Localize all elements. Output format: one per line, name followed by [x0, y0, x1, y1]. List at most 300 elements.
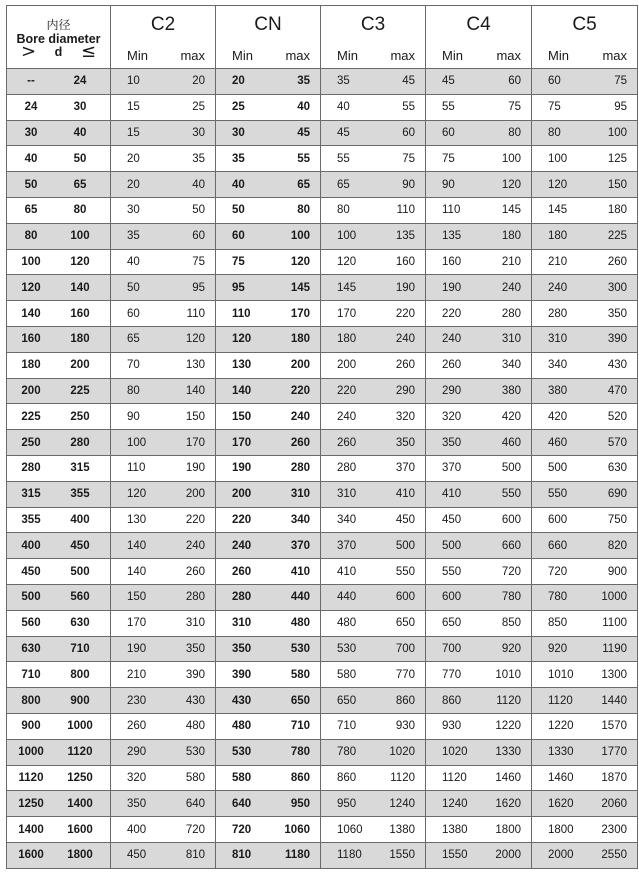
max-value: 40	[192, 178, 205, 191]
clearance-cell-c5	[532, 378, 638, 404]
min-value: 260	[337, 436, 357, 449]
min-value: 65	[337, 178, 350, 191]
clearance-cell-c4	[426, 223, 532, 249]
clearance-cell-c4	[426, 378, 532, 404]
clearance-cell-c4	[426, 94, 532, 120]
max-value: 770	[395, 668, 415, 681]
min-value: 145	[548, 204, 568, 217]
table-row	[7, 636, 638, 662]
max-value: 170	[290, 307, 310, 320]
bore-gt-value: 1000	[18, 746, 44, 759]
min-value: 240	[337, 410, 357, 423]
max-value: 1120	[496, 694, 521, 707]
max-value: 860	[395, 694, 415, 707]
min-value: 20	[127, 152, 140, 165]
bore-gt-value: 1400	[18, 823, 44, 836]
max-value: 75	[614, 75, 627, 88]
max-value: 90	[402, 178, 415, 191]
min-value: 350	[127, 797, 147, 810]
min-value: 65	[127, 333, 140, 346]
min-value: 15	[127, 126, 140, 139]
clearance-cell-c4	[426, 120, 532, 146]
bore-range-cell	[7, 146, 111, 172]
min-value: 40	[127, 255, 140, 268]
clearance-cell-cn	[216, 688, 321, 714]
max-value: 720	[185, 823, 205, 836]
max-value: 470	[607, 384, 627, 397]
bore-range-cell	[7, 172, 111, 198]
clearance-cell-cn	[216, 197, 321, 223]
bore-range-cell	[7, 197, 111, 223]
max-value: 120	[185, 333, 205, 346]
table-row	[7, 559, 638, 585]
min-value: 220	[337, 384, 357, 397]
bore-range-cell	[7, 69, 111, 95]
min-value: 220	[442, 307, 462, 320]
max-value: 180	[607, 204, 627, 217]
group-label: C2	[150, 14, 176, 35]
bore-gt-value: --	[27, 75, 35, 88]
bore-range-cell	[7, 223, 111, 249]
clearance-cell-c4	[426, 481, 532, 507]
clearance-cell-c5	[532, 455, 638, 481]
min-value: 30	[127, 204, 140, 217]
max-value: 55	[297, 152, 310, 165]
max-value: 110	[186, 307, 205, 320]
table-row	[7, 507, 638, 533]
table-row	[7, 791, 638, 817]
bore-en-label: Bore diameter	[16, 31, 101, 46]
bore-gt-value: 1120	[18, 771, 44, 784]
max-value: 390	[185, 668, 205, 681]
min-value: 950	[337, 797, 357, 810]
min-value: 650	[337, 694, 357, 707]
max-value: 530	[185, 746, 205, 759]
bore-gt-value: 80	[24, 230, 38, 243]
min-value: 920	[548, 642, 568, 655]
clearance-cell-c2	[111, 636, 216, 662]
min-value: 580	[337, 668, 357, 681]
bore-le-value: 710	[70, 642, 90, 655]
clearance-cell-c3	[321, 559, 426, 585]
max-value: 100	[290, 230, 310, 243]
clearance-cell-c2	[111, 533, 216, 559]
min-value: 150	[127, 591, 147, 604]
clearance-cell-c3	[321, 791, 426, 817]
clearance-cell-c3	[321, 249, 426, 275]
clearance-cell-cn	[216, 533, 321, 559]
clearance-cell-c5	[532, 688, 638, 714]
clearance-cell-c4	[426, 455, 532, 481]
clearance-cell-c5	[532, 481, 638, 507]
max-value: 290	[395, 384, 415, 397]
bore-le-value: 355	[70, 488, 90, 501]
max-value: 240	[185, 539, 205, 552]
clearance-cell-c4	[426, 765, 532, 791]
max-value: 120	[501, 178, 521, 191]
min-label: Min	[442, 48, 463, 63]
min-value: 60	[127, 307, 140, 320]
min-value: 80	[548, 126, 561, 139]
max-value: 570	[607, 436, 627, 449]
max-value: 430	[607, 359, 627, 372]
table-row	[7, 94, 638, 120]
clearance-cell-c5	[532, 507, 638, 533]
bore-le-value: 500	[70, 565, 90, 578]
bore-le-value: 1400	[67, 797, 93, 810]
min-value: 120	[232, 333, 252, 346]
table-header-row	[7, 6, 638, 69]
clearance-cell-cn	[216, 584, 321, 610]
max-value: 125	[607, 152, 627, 165]
min-value: 350	[232, 642, 252, 655]
clearance-cell-c4	[426, 326, 532, 352]
min-value: 770	[442, 668, 462, 681]
group-header-c3	[321, 6, 426, 69]
max-value: 280	[501, 307, 521, 320]
clearance-cell-c5	[532, 146, 638, 172]
bore-range-cell	[7, 94, 111, 120]
clearance-cell-c2	[111, 610, 216, 636]
table-row	[7, 533, 638, 559]
clearance-cell-c2	[111, 301, 216, 327]
max-value: 200	[185, 488, 205, 501]
clearance-cell-c4	[426, 610, 532, 636]
min-value: 210	[548, 255, 568, 268]
clearance-cell-cn	[216, 275, 321, 301]
clearance-cell-c5	[532, 326, 638, 352]
min-value: 130	[232, 359, 252, 372]
clearance-cell-c3	[321, 455, 426, 481]
max-value: 410	[395, 488, 415, 501]
min-value: 40	[232, 178, 245, 191]
max-value: 60	[402, 126, 415, 139]
clearance-cell-c2	[111, 481, 216, 507]
max-value: 780	[501, 591, 521, 604]
clearance-cell-c4	[426, 713, 532, 739]
min-value: 580	[232, 771, 252, 784]
min-value: 280	[548, 307, 568, 320]
max-value: 300	[607, 281, 627, 294]
clearance-cell-cn	[216, 791, 321, 817]
min-value: 50	[232, 204, 245, 217]
min-value: 1620	[548, 797, 574, 810]
bore-gt-value: 250	[21, 436, 41, 449]
min-label: Min	[127, 48, 148, 63]
min-value: 700	[442, 642, 462, 655]
max-value: 220	[185, 513, 205, 526]
clearance-cell-cn	[216, 455, 321, 481]
bore-range-cell	[7, 378, 111, 404]
clearance-cell-c5	[532, 662, 638, 688]
clearance-cell-cn	[216, 817, 321, 843]
clearance-cell-c2	[111, 765, 216, 791]
max-value: 310	[185, 617, 205, 630]
group-header-cn	[216, 6, 321, 69]
bore-range-cell	[7, 713, 111, 739]
min-value: 600	[442, 591, 462, 604]
min-value: 860	[337, 771, 357, 784]
bore-le-value: 450	[70, 539, 90, 552]
table-row	[7, 404, 638, 430]
min-value: 230	[127, 694, 147, 707]
bore-le-value: 1000	[67, 720, 93, 733]
clearance-cell-c5	[532, 404, 638, 430]
table-row	[7, 713, 638, 739]
clearance-cell-c5	[532, 120, 638, 146]
clearance-cell-cn	[216, 713, 321, 739]
min-value: 1020	[442, 746, 468, 759]
min-value: 1120	[442, 771, 467, 784]
bore-le-value: 800	[70, 668, 90, 681]
min-value: 120	[337, 255, 357, 268]
max-value: 200	[290, 359, 310, 372]
max-value: 690	[607, 488, 627, 501]
min-value: 460	[548, 436, 568, 449]
min-value: 110	[442, 204, 461, 217]
min-value: 1800	[548, 823, 574, 836]
table-row	[7, 301, 638, 327]
clearance-cell-cn	[216, 172, 321, 198]
max-value: 1440	[601, 694, 627, 707]
max-value: 1180	[285, 849, 310, 862]
max-value: 600	[395, 591, 415, 604]
bore-gt-value: 400	[21, 539, 41, 552]
min-value: 190	[127, 642, 147, 655]
clearance-cell-c5	[532, 533, 638, 559]
min-value: 260	[442, 359, 462, 372]
clearance-cell-cn	[216, 352, 321, 378]
min-value: 290	[442, 384, 462, 397]
min-value: 60	[548, 75, 561, 88]
table-row	[7, 688, 638, 714]
min-value: 430	[232, 694, 252, 707]
max-value: 170	[185, 436, 205, 449]
max-value: 1380	[389, 823, 415, 836]
min-value: 70	[127, 359, 140, 372]
bore-d-label: d	[54, 44, 63, 59]
bore-diameter-header	[7, 6, 111, 69]
min-value: 240	[548, 281, 568, 294]
max-value: 260	[290, 436, 310, 449]
max-value: 460	[501, 436, 521, 449]
max-value: 280	[185, 591, 205, 604]
max-value: 190	[395, 281, 415, 294]
bore-gt-value: 1600	[18, 849, 44, 862]
max-value: 95	[192, 281, 205, 294]
clearance-cell-c5	[532, 584, 638, 610]
min-value: 120	[548, 178, 568, 191]
min-value: 260	[127, 720, 147, 733]
max-value: 2300	[601, 823, 627, 836]
clearance-cell-c3	[321, 842, 426, 868]
max-value: 1770	[601, 746, 627, 759]
max-value: 180	[290, 333, 310, 346]
max-value: 2000	[495, 849, 521, 862]
max-value: 75	[508, 101, 521, 114]
max-value: 550	[395, 565, 415, 578]
max-value: 190	[185, 462, 205, 475]
min-value: 95	[232, 281, 245, 294]
min-value: 280	[232, 591, 252, 604]
bore-range-cell	[7, 352, 111, 378]
clearance-cell-c4	[426, 507, 532, 533]
max-value: 1000	[601, 591, 627, 604]
max-value: 80	[297, 204, 310, 217]
max-value: 710	[290, 720, 310, 733]
min-value: 180	[337, 333, 357, 346]
max-value: 350	[395, 436, 415, 449]
max-value: 260	[395, 359, 415, 372]
min-value: 200	[232, 488, 252, 501]
min-value: 140	[127, 565, 147, 578]
bore-le-value: 900	[70, 694, 90, 707]
max-value: 60	[192, 230, 205, 243]
clearance-cell-c3	[321, 430, 426, 456]
min-value: 75	[232, 255, 245, 268]
max-value: 550	[501, 488, 521, 501]
clearance-cell-c2	[111, 559, 216, 585]
bore-gt-value: 500	[21, 591, 41, 604]
min-value: 35	[337, 75, 350, 88]
min-value: 140	[232, 384, 252, 397]
max-value: 340	[501, 359, 521, 372]
max-value: 135	[395, 230, 415, 243]
min-value: 1460	[548, 771, 574, 784]
min-value: 410	[442, 488, 462, 501]
clearance-cell-c5	[532, 739, 638, 765]
min-value: 170	[232, 436, 252, 449]
clearance-cell-cn	[216, 378, 321, 404]
max-value: 180	[501, 230, 521, 243]
group-label: CN	[254, 14, 282, 35]
min-value: 320	[442, 410, 462, 423]
max-value: 45	[297, 126, 310, 139]
min-value: 1330	[548, 746, 574, 759]
table-row	[7, 120, 638, 146]
bore-le-value: 200	[70, 359, 90, 372]
max-value: 130	[185, 359, 205, 372]
max-value: 340	[290, 513, 310, 526]
min-value: 1010	[548, 668, 574, 681]
table-row	[7, 275, 638, 301]
bore-gt-value: 1250	[18, 797, 44, 810]
max-value: 950	[290, 797, 310, 810]
clearance-cell-c5	[532, 842, 638, 868]
clearance-cell-c2	[111, 688, 216, 714]
max-value: 280	[290, 462, 310, 475]
bore-range-cell	[7, 249, 111, 275]
max-value: 440	[290, 591, 310, 604]
clearance-cell-c2	[111, 584, 216, 610]
clearance-cell-c4	[426, 430, 532, 456]
table-row	[7, 378, 638, 404]
min-value: 75	[548, 101, 561, 114]
table-row	[7, 481, 638, 507]
table-row	[7, 455, 638, 481]
clearance-cell-cn	[216, 120, 321, 146]
group-header-c2	[111, 6, 216, 69]
bore-le-value: 315	[70, 462, 90, 475]
min-value: 310	[548, 333, 568, 346]
min-value: 550	[548, 488, 568, 501]
bore-le-value: 24	[73, 75, 87, 88]
max-value: 120	[290, 255, 310, 268]
clearance-cell-c5	[532, 636, 638, 662]
bore-range-cell	[7, 584, 111, 610]
min-value: 450	[127, 849, 147, 862]
min-value: 90	[127, 410, 140, 423]
bore-gt-value: 160	[21, 333, 41, 346]
max-value: 350	[185, 642, 205, 655]
min-value: 340	[548, 359, 568, 372]
table-row	[7, 249, 638, 275]
clearance-cell-c3	[321, 378, 426, 404]
min-value: 160	[442, 255, 462, 268]
max-value: 930	[395, 720, 415, 733]
bore-range-cell	[7, 765, 111, 791]
clearance-cell-c5	[532, 713, 638, 739]
max-value: 240	[290, 410, 310, 423]
bore-gt-value: 140	[21, 307, 41, 320]
min-value: 480	[337, 617, 357, 630]
min-value: 110	[232, 307, 251, 320]
max-value: 630	[607, 462, 627, 475]
group-label: C4	[466, 14, 491, 35]
bore-range-cell	[7, 481, 111, 507]
min-value: 20	[127, 178, 140, 191]
clearance-cell-cn	[216, 559, 321, 585]
bore-le-value: 1250	[67, 771, 93, 784]
clearance-cell-cn	[216, 610, 321, 636]
table-row	[7, 765, 638, 791]
clearance-cell-c3	[321, 197, 426, 223]
clearance-cell-c4	[426, 352, 532, 378]
clearance-cell-c3	[321, 584, 426, 610]
clearance-cell-c2	[111, 197, 216, 223]
max-value: 1220	[495, 720, 521, 733]
max-value: 700	[395, 642, 415, 655]
min-value: 530	[232, 746, 252, 759]
clearance-cell-c2	[111, 146, 216, 172]
clearance-cell-c5	[532, 197, 638, 223]
min-value: 110	[127, 462, 146, 475]
min-value: 710	[337, 720, 357, 733]
max-value: 2550	[601, 849, 627, 862]
bore-gt-value: 180	[21, 359, 41, 372]
clearance-cell-c4	[426, 559, 532, 585]
clearance-cell-c3	[321, 120, 426, 146]
clearance-cell-c4	[426, 662, 532, 688]
table-row	[7, 223, 638, 249]
min-value: 190	[442, 281, 462, 294]
max-value: 75	[192, 255, 205, 268]
bore-gt-value: 800	[21, 694, 41, 707]
max-value: 1020	[389, 746, 415, 759]
max-value: 1800	[495, 823, 521, 836]
max-value: 220	[395, 307, 415, 320]
bore-le-value: 160	[70, 307, 90, 320]
min-value: 220	[232, 513, 252, 526]
min-value: 60	[442, 126, 455, 139]
max-value: 1550	[389, 849, 415, 862]
max-value: 320	[395, 410, 415, 423]
min-value: 410	[337, 565, 357, 578]
clearance-cell-c3	[321, 662, 426, 688]
table-row	[7, 610, 638, 636]
table-row	[7, 197, 638, 223]
min-value: 35	[232, 152, 245, 165]
